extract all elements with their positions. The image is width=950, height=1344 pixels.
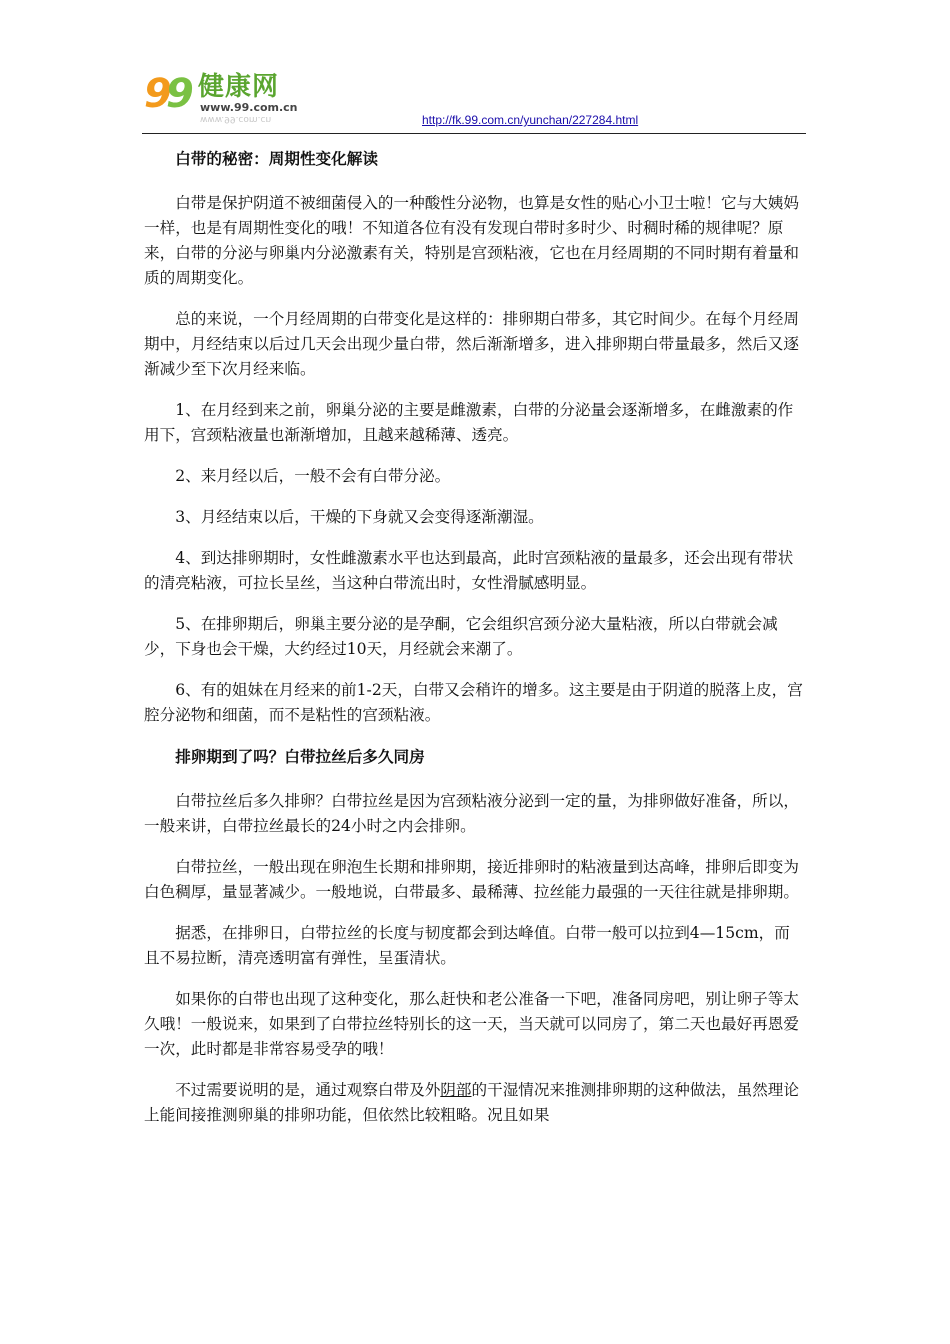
paragraph-13: [144, 1078, 804, 1128]
article-body: [144, 146, 804, 1144]
paragraph-4: 2、来月经以后，一般不会有白带分泌。: [175, 467, 451, 485]
paragraph-3: 1、在月经到来之前，卵巢分泌的主要是雌激素，白带的分泌量会逐渐增多，在雌激素的作用下，宫颈粘液量也渐渐增加，且越来越稀薄、透亮。: [144, 401, 794, 444]
paragraph-13-text-a: 不过需要说明的是，通过观察白带及外: [175, 1081, 441, 1099]
header-divider: [142, 133, 806, 134]
paragraph-12: 如果你的白带也出现了这种变化，那么赶快和老公准备一下吧，准备同房吧，别让卵子等太久哦！一般说来，如果到了白带拉丝特别长的这一天，当天就可以同房了，第二天也最好再恩爱一次，此时都是非常容易受孕的哦！: [144, 990, 799, 1058]
paragraph-7: 5、在排卵期后，卵巢主要分泌的是孕酮，它会组织宫颈分泌大量粘液，所以白带就会减少，下身也会干燥，大约经过10天，月经就会来潮了。: [144, 615, 778, 658]
logo-url-reflection: www.99.com.cn: [200, 114, 272, 124]
paragraph-9: 白带拉丝后多久排卵？白带拉丝是因为宫颈粘液分泌到一定的量，为排卵做好准备，所以，一般来讲，白带拉丝最长的24小时之内会排卵。: [144, 792, 799, 835]
paragraph-6: 4、到达排卵期时，女性雌激素水平也达到最高，此时宫颈粘液的量最多，还会出现有带状的清亮粘液，可拉长呈丝，当这种白带流出时，女性滑腻感明显。: [144, 549, 794, 592]
paragraph-2: 总的来说，一个月经周期的白带变化是这样的：排卵期白带多，其它时间少。在每个月经周期中，月经结束以后过几天会出现少量白带，然后渐渐增多，进入排卵期白带量最多，然后又逐渐减少至下次月经来临。: [144, 310, 799, 378]
paragraph-1: 白带是保护阴道不被细菌侵入的一种酸性分泌物，也算是女性的贴心小卫士啦！它与大姨妈一样，也是有周期性变化的哦！不知道各位有没有发现白带时多时少、时稠时稀的规律呢？原来，白带的分泌与卵巢内分泌激素有关，特别是宫颈粘液，它也在月经周期的不同时期有着量和质的周期变化。: [144, 194, 799, 287]
logo-url: www.99.com.cn: [200, 101, 298, 114]
paragraph-10: 白带拉丝，一般出现在卵泡生长期和排卵期，接近排卵时的粘液量到达高峰，排卵后即变为白色稠厚，量显著减少。一般地说，白带最多、最稀薄、拉丝能力最强的一天往往就是排卵期。: [144, 858, 799, 901]
site-logo[interactable]: [142, 70, 322, 126]
paragraph-8: 6、有的姐妹在月经来的前1-2天，白带又会稍许的增多。这主要是由于阴道的脱落上皮，宫腔分泌物和细菌，而不是粘性的宫颈粘液。: [144, 681, 803, 724]
section-heading-2: 排卵期到了吗？白带拉丝后多久同房: [175, 747, 425, 766]
page-header: [142, 58, 806, 136]
paragraph-5: 3、月经结束以后，干燥的下身就又会变得逐渐潮湿。: [175, 508, 544, 526]
inline-link-anatomy[interactable]: 阴部: [440, 1081, 472, 1099]
logo-digit-a: 9: [144, 71, 172, 117]
source-url-link[interactable]: http://fk.99.com.cn/yunchan/227284.html: [422, 113, 639, 127]
paragraph-13-text-b: 的干湿情况来推测排卵期的这种做法，虽然理论上能间接推测卵巢的排卵功能，但依然比较粗略。况且如果: [144, 1081, 799, 1124]
logo-digit-b: 9: [166, 71, 194, 117]
logo-name: 健康网: [198, 72, 280, 102]
paragraph-11: 据悉，在排卵日，白带拉丝的长度与韧度都会到达峰值。白带一般可以拉到4—15cm，而且不易拉断，清亮透明富有弹性，呈蛋清状。: [144, 924, 790, 967]
section-heading-1: 白带的秘密：周期性变化解读: [175, 149, 378, 168]
